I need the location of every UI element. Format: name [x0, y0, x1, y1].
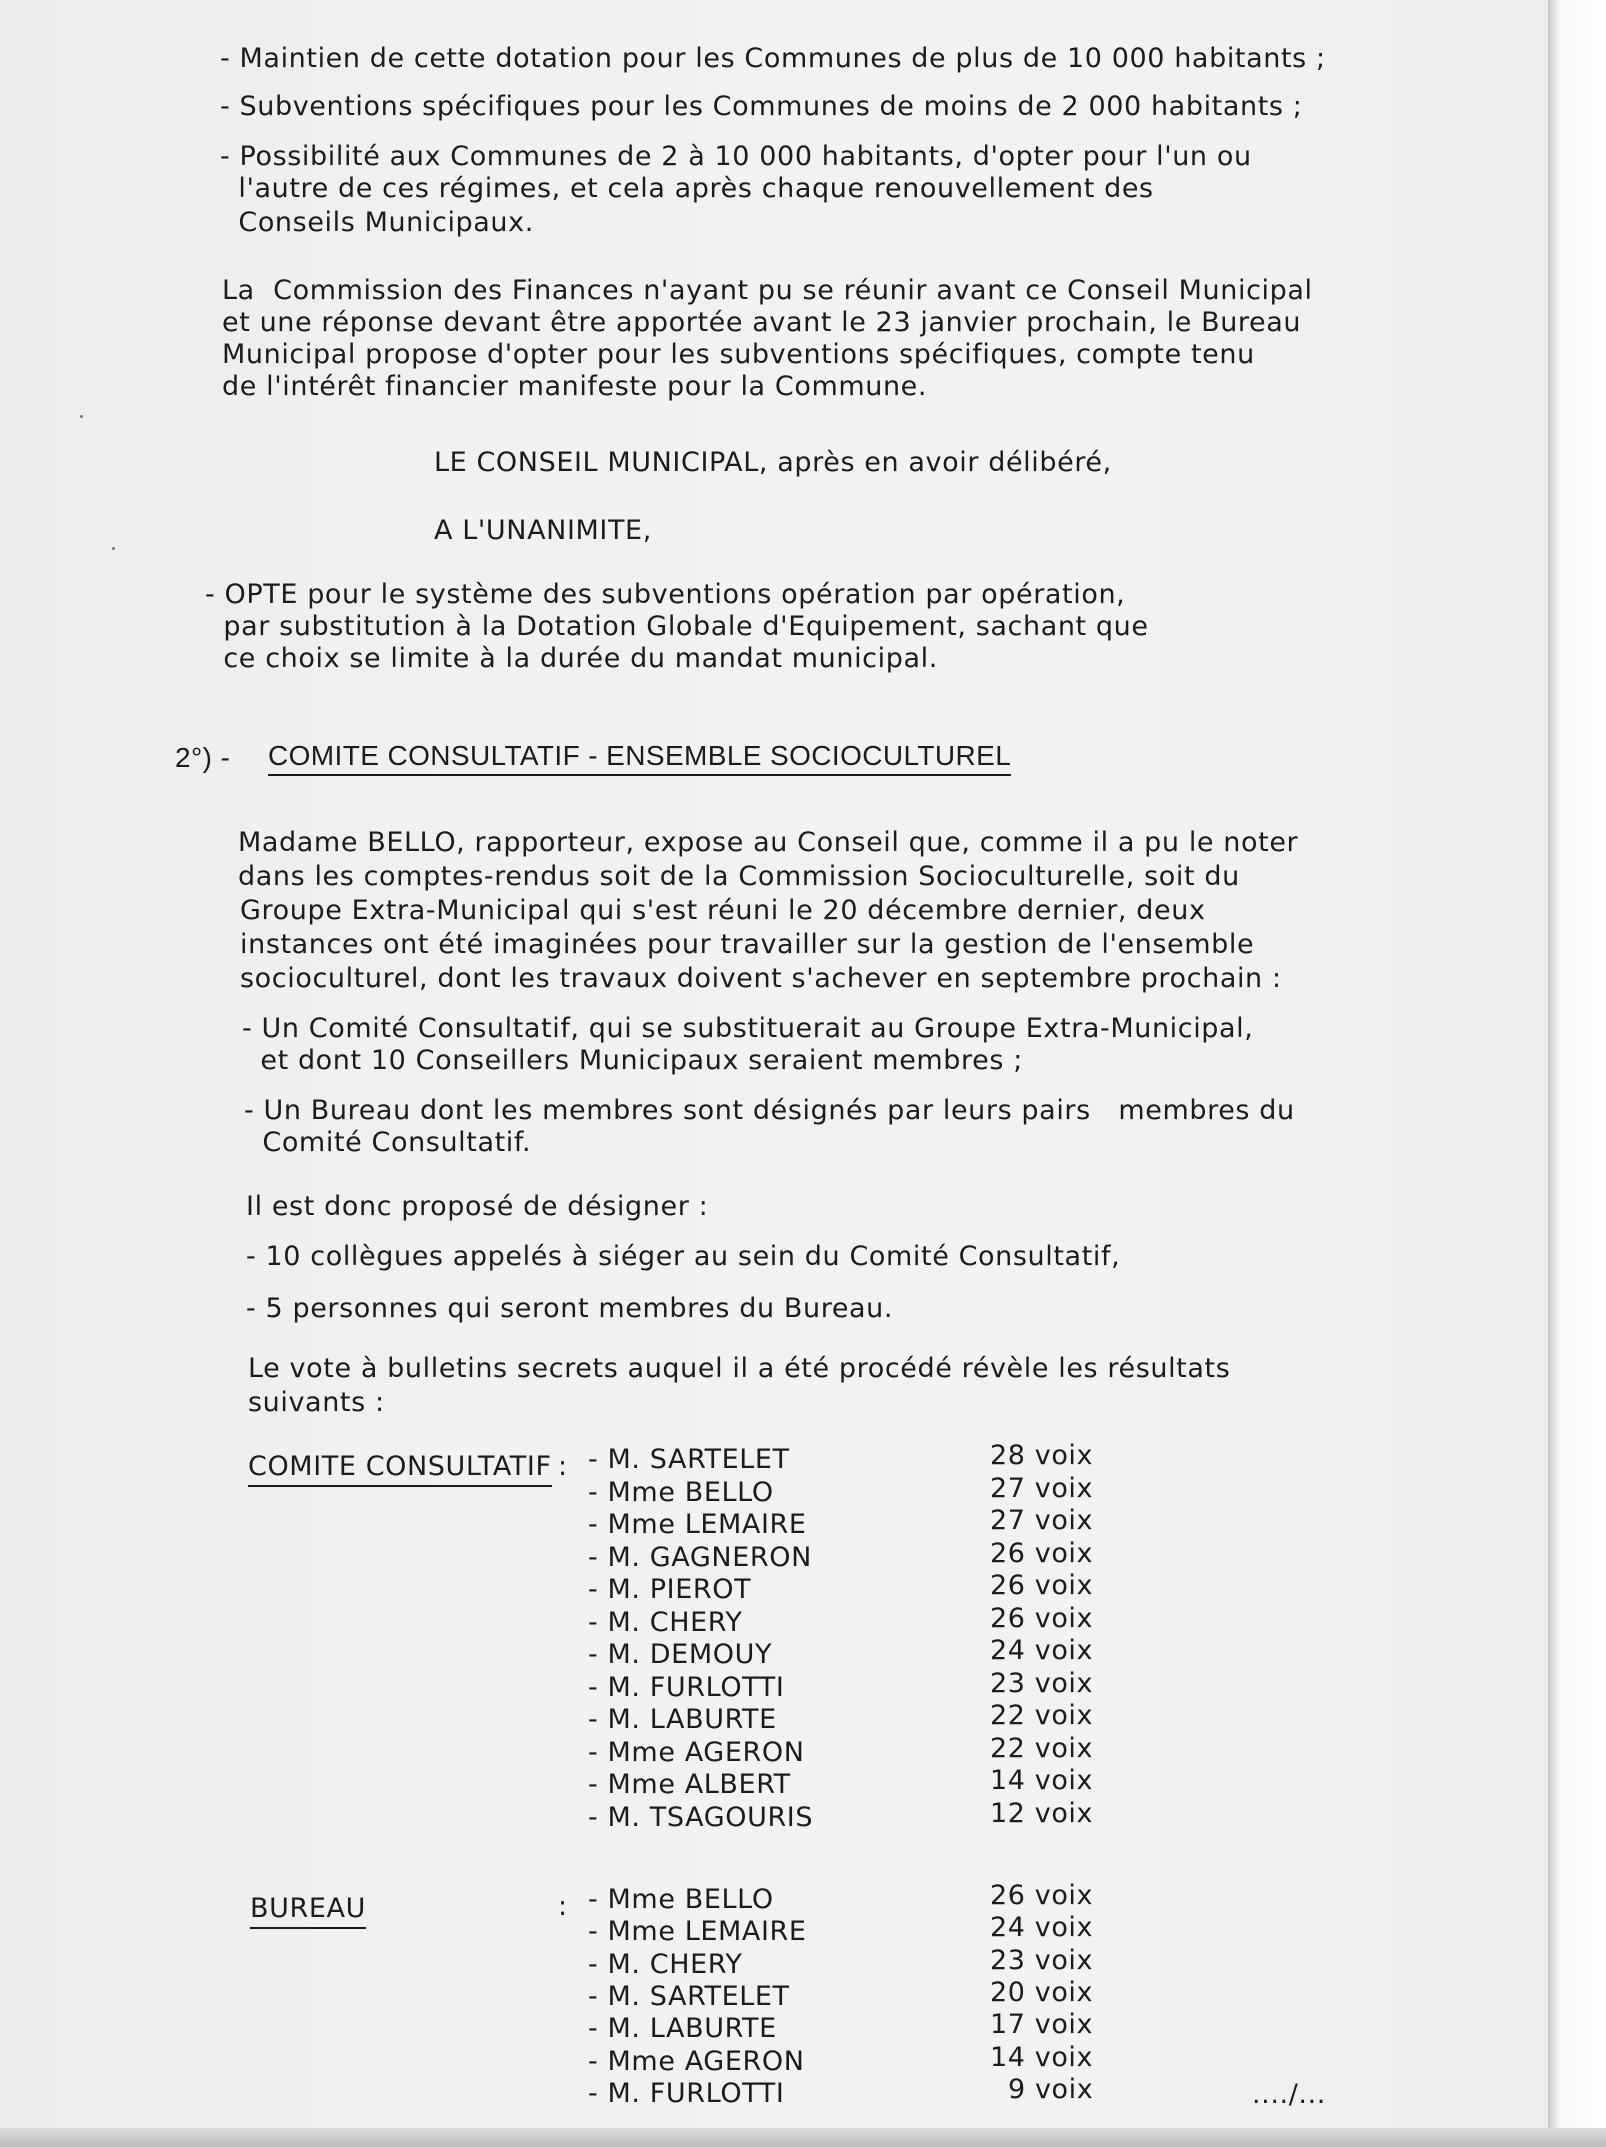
vote-count: 9 voix	[1008, 2073, 1094, 2105]
vote-count: 26 voix	[990, 1537, 1094, 1569]
candidate-name: - Mme BELLO	[588, 1476, 774, 1508]
paragraph-line: instances ont été imaginées pour travailler sur la gestion de l'ensemble	[240, 929, 1255, 960]
candidate-name: - M. GAGNERON	[588, 1541, 812, 1573]
instance-item: - Un Comité Consultatif, qui se substituerait au Groupe Extra-Municipal,	[242, 1013, 1254, 1044]
deliberation-text: LE CONSEIL MUNICIPAL, après en avoir délibéré,	[434, 447, 1112, 478]
candidate-name: - Mme AGERON	[588, 1736, 805, 1768]
page-edge-bottom	[0, 2128, 1606, 2147]
proposal-item: - 5 personnes qui seront membres du Bureau.	[246, 1293, 894, 1324]
candidate-name: - M. SARTELET	[588, 1980, 790, 2012]
paragraph-line: socioculturel, dont les travaux doivent s'achever en septembre prochain :	[240, 963, 1282, 994]
candidate-name: - Mme BELLO	[588, 1884, 774, 1915]
bureau-colon: :	[558, 1891, 568, 1922]
decision-line: par substitution à la Dotation Globale d'Equipement, sachant que	[205, 611, 1149, 642]
candidate-name: - M. CHERY	[588, 1948, 743, 1980]
vote-count: 23 voix	[990, 1667, 1094, 1699]
page-edge	[1548, 0, 1606, 2147]
vote-count: 27 voix	[990, 1472, 1094, 1504]
candidate-name: - M. PIEROT	[588, 1574, 752, 1605]
comite-colon: :	[558, 1451, 568, 1482]
paragraph-line: de l'intérêt financier manifeste pour la Commune.	[222, 371, 928, 402]
vote-count: 26 voix	[990, 1602, 1094, 1634]
candidate-name: - M. CHERY	[588, 1606, 743, 1638]
proposal-intro: Il est donc proposé de désigner :	[246, 1191, 709, 1222]
continuation-mark: ..../...	[1252, 2079, 1326, 2110]
candidate-name: - M. FURLOTTI	[588, 1671, 785, 1703]
decision-line: - OPTE pour le système des subventions opération par opération,	[205, 579, 1126, 610]
bullet-item-continued: Conseils Municipaux.	[220, 207, 534, 238]
decision-line: ce choix se limite à la durée du mandat municipal.	[205, 643, 938, 674]
candidate-name: - M. DEMOUY	[588, 1639, 773, 1670]
vote-count: 17 voix	[990, 2009, 1094, 2041]
instance-item: - Un Bureau dont les membres sont désignés par leurs pairs membres du	[244, 1095, 1295, 1126]
candidate-name: - Mme LEMAIRE	[588, 1916, 807, 1948]
candidate-name: - M. FURLOTTI	[588, 2077, 785, 2109]
vote-count: 14 voix	[990, 2041, 1094, 2073]
bureau-label: BUREAU	[250, 1892, 366, 1929]
comite-label: COMITE CONSULTATIF	[248, 1450, 552, 1487]
bullet-item: - Possibilité aux Communes de 2 à 10 000 habitants, d'opter pour l'un ou	[220, 141, 1252, 172]
candidate-name: - M. TSAGOURIS	[588, 1801, 814, 1833]
vote-count: 24 voix	[990, 1635, 1094, 1666]
vote-intro-line: Le vote à bulletins secrets auquel il a été procédé révèle les résultats	[248, 1353, 1231, 1384]
vote-count: 27 voix	[990, 1505, 1094, 1536]
section-number: 2°) -	[175, 742, 231, 773]
bullet-item: - Subventions spécifiques pour les Communes de moins de 2 000 habitants ;	[220, 91, 1303, 122]
paragraph-line: Municipal propose d'opter pour les subventions spécifiques, compte tenu	[222, 339, 1255, 370]
vote-count: 22 voix	[990, 1700, 1094, 1731]
vote-count: 26 voix	[990, 1880, 1094, 1911]
vote-count: 24 voix	[990, 1912, 1094, 1944]
candidate-name: - M. SARTELET	[588, 1444, 790, 1475]
unanimity-text: A L'UNANIMITE,	[434, 515, 652, 546]
proposal-item: - 10 collègues appelés à siéger au sein du Comité Consultatif,	[246, 1241, 1121, 1272]
section-title: COMITE CONSULTATIF - ENSEMBLE SOCIOCULTUREL	[268, 740, 1011, 776]
paragraph-line: Groupe Extra-Municipal qui s'est réuni le 20 décembre dernier, deux	[240, 895, 1206, 926]
vote-count: 28 voix	[990, 1440, 1094, 1471]
scan-speck	[80, 415, 83, 418]
instance-item-continued: et dont 10 Conseillers Municipaux seraient membres ;	[242, 1045, 1023, 1076]
vote-count: 12 voix	[990, 1797, 1094, 1829]
vote-intro-line: suivants :	[248, 1387, 385, 1418]
candidate-name: - Mme ALBERT	[588, 1769, 791, 1800]
candidate-name: - Mme AGERON	[588, 2045, 805, 2077]
paragraph-line: La Commission des Finances n'ayant pu se réunir avant ce Conseil Municipal	[222, 275, 1313, 306]
candidate-name: - M. LABURTE	[588, 2013, 777, 2045]
scan-speck	[112, 547, 115, 550]
vote-count: 26 voix	[990, 1570, 1094, 1601]
candidate-name: - M. LABURTE	[588, 1704, 777, 1735]
paragraph-line: dans les comptes-rendus soit de la Commission Socioculturelle, soit du	[238, 861, 1240, 892]
bullet-item-continued: l'autre de ces régimes, et cela après chaque renouvellement des	[220, 173, 1154, 204]
vote-count: 20 voix	[990, 1976, 1094, 2008]
paragraph-line: Madame BELLO, rapporteur, expose au Conseil que, comme il a pu le noter	[238, 827, 1299, 858]
candidate-name: - Mme LEMAIRE	[588, 1509, 807, 1540]
vote-count: 23 voix	[990, 1944, 1094, 1976]
paragraph-line: et une réponse devant être apportée avant le 23 janvier prochain, le Bureau	[222, 307, 1302, 338]
vote-count: 14 voix	[990, 1765, 1094, 1796]
vote-count: 22 voix	[990, 1732, 1094, 1764]
bullet-item: - Maintien de cette dotation pour les Communes de plus de 10 000 habitants ;	[220, 43, 1326, 74]
instance-item-continued: Comité Consultatif.	[244, 1127, 532, 1158]
